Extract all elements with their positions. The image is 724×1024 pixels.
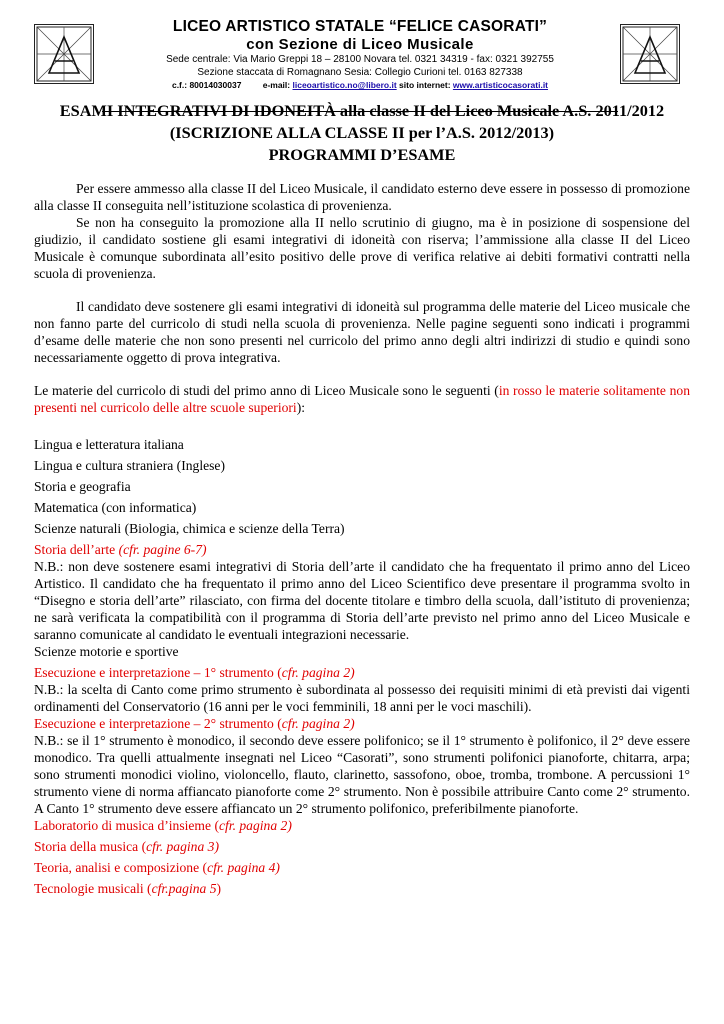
contact-line (100, 79, 620, 92)
subject-history-geo: Storia e geografia (34, 479, 131, 494)
main-address: Sede centrale: Via Mario Greppi 18 – 28100 Novara tel. 0321 34319 - fax: 0321 392755 (166, 54, 554, 65)
site-label: sito internet: (399, 80, 451, 90)
subject-instrument-1: Esecuzione e interpretazione – 1° strumento (cfr. pagina 2) (34, 665, 355, 680)
paragraph-suspension: Se non ha conseguito la promozione alla II nello scrutinio di giugno, ma è in posizione di sospensione del giudizio, il candidato sostiene gli esami integrativi di idoneità con riserva; l’ammissione alla classe II del Liceo Musicale è comunque subordinata all’esito positivo delle prove di verifica relative ai debiti formativi contratti nella scuola di provenienza. (34, 215, 690, 281)
subject-italian: Lingua e letteratura italiana (34, 437, 184, 452)
note-instrument-2: N.B.: se il 1° strumento è monodico, il secondo deve essere polifonico; se il 1° strumento è polifonico, il 2° deve essere monodico. Tra quelli attualmente insegnati nel Liceo “Casorati”, sono strumenti polifonici pianoforte, chitarra, arpa; sono strumenti monodici violino, violoncello, flauto, clarinetto, sassofono, oboe, tromba, trombone. A percussioni 1° strumento viene di norma affiancato pianoforte come 2° strumento. Non è possibile attribuire Canto come 2° strumento. A Canto 1° strumento deve essere affiancato un 2° strumento polifonico, preferibilmente pianoforte. (34, 733, 690, 816)
paragraph-subjects-intro: Le materie del curricolo di studi del primo anno di Liceo Musicale sono le seguenti (in rosso le materie solitamente non presenti nel curricolo delle altre scuole superiori): (34, 383, 690, 415)
email-label: e-mail: (262, 80, 291, 90)
school-logo-icon (34, 24, 94, 84)
letterhead-text (100, 18, 620, 92)
title-line-3: PROGRAMMI D’ESAME (268, 145, 456, 164)
subject-sciences: Scienze naturali (Biologia, chimica e scienze della Terra) (34, 521, 345, 536)
title-line-2: (ISCRIZIONE ALLA CLASSE II per l’A.S. 2012/2013) (169, 123, 555, 142)
email-link[interactable]: liceoartistico.no@libero.it (292, 80, 397, 90)
fiscal-code: c.f.: 80014030037 (171, 80, 242, 90)
paragraph-program: Il candidato deve sostenere gli esami integrativi di idoneità sul programma delle materie del Liceo musicale che non fanno parte del curricolo di studi nella scuola di provenienza. Nelle pagine seguenti sono indicati i programmi d’esame delle materie che non sono presenti nel curricolo del primo anno degli altri indirizzi di studio e quindi sono necessariamente oggetto di prova integrativa. (34, 299, 690, 365)
subject-music-tech: Tecnologie musicali (cfr.pagina 5) (34, 881, 222, 896)
note-instrument-1: N.B.: la scelta di Canto come primo strumento è subordinata al possesso dei requisiti minimi di età previsti dai vigenti ordinamenti del Conservatorio (16 anni per le voci femminili, 18 anni per le voci maschili). (34, 682, 690, 714)
note-art-history: N.B.: non deve sostenere esami integrativi di Storia dell’arte il candidato che ha frequentato il primo anno del Liceo Artistico. Il candidato che ha frequentato il primo anno del Liceo Scientifico deve presentare il programma svolto in “Disegno e storia dell’arte” rilasciato, con firma del docente titolare e timbro della scuola, dall’istituto di provenienza; ne sarà verificata la compatibilità con il programma di Storia dell’arte previsto nel primo anno del Liceo Musicale e saranno comunicate al candidato le eventuali integrazioni necessarie. (34, 559, 690, 642)
school-logo-icon (620, 24, 680, 84)
school-name: LICEO ARTISTICO STATALE “FELICE CASORATI” (172, 18, 548, 35)
branch-address: Sezione staccata di Romagnano Sesia: Collegio Curioni tel. 0163 827338 (197, 67, 523, 78)
subject-art-history: Storia dell’arte (cfr. pagine 6-7) (34, 542, 207, 557)
subject-ensemble-lab: Laboratorio di musica d’insieme (cfr. pagina 2) (34, 818, 292, 833)
school-section: con Sezione di Liceo Musicale (246, 36, 474, 53)
document-title (34, 100, 690, 166)
subject-instrument-2: Esecuzione e interpretazione – 2° strumento (cfr. pagina 2) (34, 716, 355, 731)
subject-music-history: Storia della musica (cfr. pagina 3) (34, 839, 219, 854)
subject-english: Lingua e cultura straniera (Inglese) (34, 458, 225, 473)
document-body (34, 180, 690, 901)
paragraph-admission: Per essere ammesso alla classe II del Liceo Musicale, il candidato esterno deve essere in possesso di promozione alla classe II conseguita nell’istituzione scolastica di provenienza. (34, 181, 690, 213)
subject-theory: Teoria, analisi e composizione (cfr. pagina 4) (34, 860, 280, 875)
subject-math: Matematica (con informatica) (34, 500, 197, 515)
subject-pe: Scienze motorie e sportive (34, 644, 179, 659)
title-line-1: ESAMI INTEGRATIVI DI IDONEITÀ alla classe II del Liceo Musicale A.S. 2011/2012 (59, 101, 665, 120)
red-legend: in rosso le materie solitamente non presenti nel curricolo delle altre scuole superiori (34, 383, 690, 415)
website-link[interactable]: www.artisticocasorati.it (452, 80, 549, 90)
